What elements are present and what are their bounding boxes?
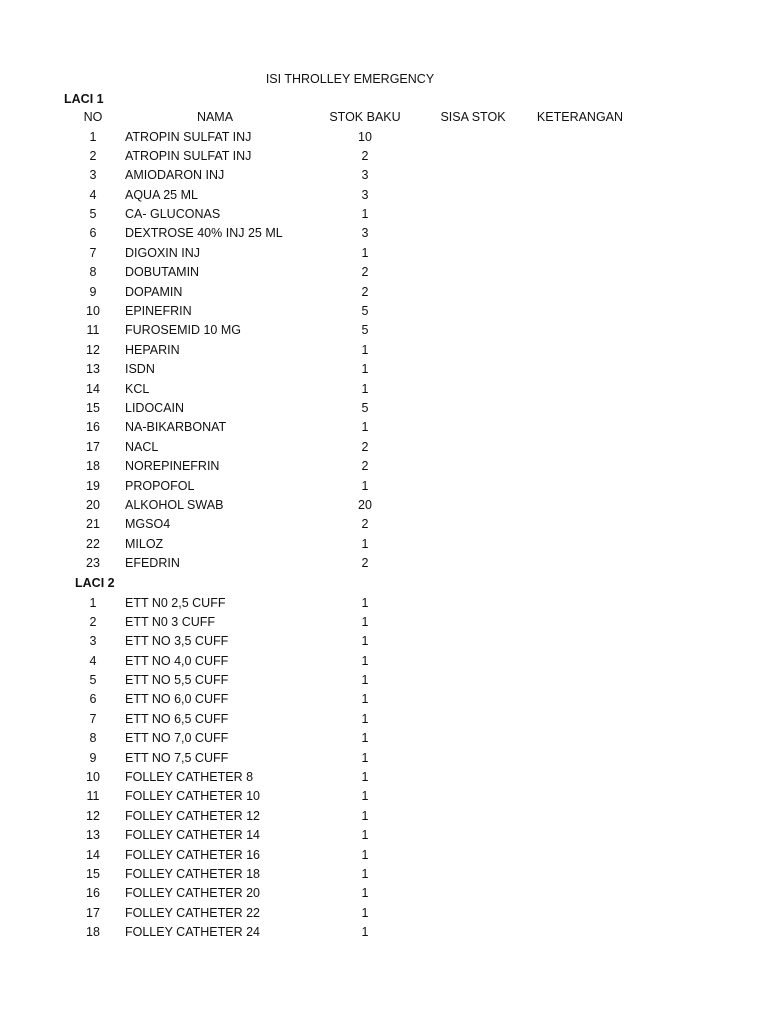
row-stok-baku: 1 [361, 245, 369, 260]
table-row [0, 536, 768, 555]
table-row [0, 924, 768, 943]
table-row [0, 885, 768, 904]
row-no: 2 [89, 614, 97, 629]
row-no: 11 [86, 789, 100, 804]
row-no: 3 [89, 634, 97, 649]
row-stok-baku: 1 [361, 711, 369, 726]
row-nama: NOREPINEFRIN [125, 459, 220, 474]
table-row [0, 730, 768, 749]
row-no: 4 [89, 653, 97, 668]
row-no: 23 [86, 556, 100, 571]
row-stok-baku: 1 [361, 770, 369, 785]
document-title: ISI THROLLEY EMERGENCY [265, 72, 435, 86]
section-label-laci-1: LACI 1 [64, 92, 104, 106]
row-stok-baku: 1 [361, 420, 369, 435]
table-row [0, 148, 768, 167]
row-no: 5 [89, 207, 97, 222]
row-nama: ETT NO 7,0 CUFF [125, 731, 229, 746]
table-row [0, 711, 768, 730]
row-stok-baku: 3 [361, 168, 369, 183]
row-no: 13 [86, 362, 100, 377]
row-nama: FOLLEY CATHETER 10 [125, 789, 260, 804]
row-stok-baku: 1 [361, 828, 369, 843]
row-stok-baku: 1 [361, 207, 369, 222]
row-stok-baku: 1 [361, 362, 369, 377]
row-nama: FOLLEY CATHETER 20 [125, 886, 260, 901]
header-nama: NAMA [196, 110, 234, 124]
table-row [0, 614, 768, 633]
row-stok-baku: 2 [361, 556, 369, 571]
row-no: 4 [89, 187, 97, 202]
row-nama: NA-BIKARBONAT [125, 420, 227, 435]
row-nama: HEPARIN [125, 342, 180, 357]
row-stok-baku: 1 [361, 634, 369, 649]
row-nama: NACL [125, 439, 159, 454]
row-nama: AQUA 25 ML [125, 187, 198, 202]
row-no: 12 [86, 342, 100, 357]
table-row [0, 750, 768, 769]
table-row [0, 516, 768, 535]
row-nama: ALKOHOL SWAB [125, 497, 224, 512]
row-no: 16 [86, 886, 100, 901]
row-no: 14 [86, 847, 100, 862]
row-stok-baku: 1 [361, 808, 369, 823]
row-stok-baku: 3 [361, 226, 369, 241]
row-no: 16 [86, 420, 100, 435]
table-row [0, 381, 768, 400]
row-nama: ETT NO 7,5 CUFF [125, 750, 229, 765]
row-no: 8 [89, 731, 97, 746]
row-nama: AMIODARON INJ [125, 168, 225, 183]
row-nama: EPINEFRIN [125, 304, 192, 319]
table-row [0, 206, 768, 225]
row-stok-baku: 2 [361, 517, 369, 532]
row-no: 19 [86, 478, 100, 493]
row-nama: ETT NO 4,0 CUFF [125, 653, 229, 668]
row-no: 17 [86, 439, 100, 454]
row-stok-baku: 20 [358, 497, 372, 512]
row-nama: DOPAMIN [125, 284, 183, 299]
row-no: 15 [86, 400, 100, 415]
table-row [0, 769, 768, 788]
table-header [0, 109, 768, 128]
row-no: 6 [89, 226, 97, 241]
row-nama: ETT NO 5,5 CUFF [125, 673, 229, 688]
table-row [0, 808, 768, 827]
table-row [0, 342, 768, 361]
row-no: 22 [86, 536, 100, 551]
row-stok-baku: 1 [361, 595, 369, 610]
row-stok-baku: 2 [361, 439, 369, 454]
row-nama: ATROPIN SULFAT INJ [125, 129, 252, 144]
row-stok-baku: 5 [361, 304, 369, 319]
row-nama: FOLLEY CATHETER 16 [125, 847, 260, 862]
row-stok-baku: 1 [361, 653, 369, 668]
row-stok-baku: 1 [361, 789, 369, 804]
table-row [0, 361, 768, 380]
row-stok-baku: 2 [361, 459, 369, 474]
table-row [0, 458, 768, 477]
row-stok-baku: 1 [361, 536, 369, 551]
row-nama: LIDOCAIN [125, 400, 185, 415]
row-stok-baku: 2 [361, 148, 369, 163]
row-stok-baku: 1 [361, 866, 369, 881]
table-row [0, 322, 768, 341]
table-row [0, 439, 768, 458]
row-stok-baku: 2 [361, 284, 369, 299]
row-no: 17 [86, 905, 100, 920]
table-row [0, 284, 768, 303]
row-nama: CA- GLUCONAS [125, 207, 221, 222]
table-row [0, 303, 768, 322]
row-no: 12 [86, 808, 100, 823]
row-stok-baku: 10 [358, 129, 372, 144]
row-stok-baku: 1 [361, 750, 369, 765]
row-no: 2 [89, 148, 97, 163]
table-row [0, 633, 768, 652]
row-stok-baku: 1 [361, 692, 369, 707]
row-no: 9 [89, 284, 97, 299]
row-nama: DEXTROSE 40% INJ 25 ML [125, 226, 283, 241]
row-stok-baku: 1 [361, 925, 369, 940]
row-no: 6 [89, 692, 97, 707]
row-nama: ETT NO 6,0 CUFF [125, 692, 229, 707]
row-no: 3 [89, 168, 97, 183]
row-nama: ISDN [125, 362, 155, 377]
row-nama: EFEDRIN [125, 556, 180, 571]
row-nama: ETT N0 3 CUFF [125, 614, 216, 629]
row-nama: FOLLEY CATHETER 24 [125, 925, 260, 940]
row-no: 20 [86, 497, 100, 512]
row-stok-baku: 1 [361, 614, 369, 629]
table-row [0, 187, 768, 206]
row-nama: FOLLEY CATHETER 18 [125, 866, 260, 881]
row-no: 18 [86, 459, 100, 474]
table-row [0, 827, 768, 846]
row-stok-baku: 3 [361, 187, 369, 202]
table-row [0, 129, 768, 148]
row-no: 13 [86, 828, 100, 843]
row-nama: DOBUTAMIN [125, 265, 200, 280]
table-row [0, 478, 768, 497]
row-no: 5 [89, 673, 97, 688]
header-stok-baku: STOK BAKU [329, 110, 401, 124]
table-row [0, 653, 768, 672]
row-no: 18 [86, 925, 100, 940]
row-no: 10 [86, 770, 100, 785]
table-row [0, 245, 768, 264]
row-nama: MILOZ [125, 536, 164, 551]
row-nama: ETT NO 6,5 CUFF [125, 711, 229, 726]
row-nama: MGSO4 [125, 517, 171, 532]
row-nama: FOLLEY CATHETER 12 [125, 808, 260, 823]
row-stok-baku: 5 [361, 323, 369, 338]
table-row [0, 555, 768, 574]
header-no: NO [83, 110, 103, 124]
header-keterangan: KETERANGAN [536, 110, 624, 124]
table-row [0, 497, 768, 516]
row-nama: FUROSEMID 10 MG [125, 323, 241, 338]
row-stok-baku: 1 [361, 381, 369, 396]
table-row [0, 400, 768, 419]
table-row [0, 866, 768, 885]
row-nama: KCL [125, 381, 150, 396]
row-stok-baku: 1 [361, 886, 369, 901]
row-no: 7 [89, 711, 97, 726]
row-nama: ETT N0 2,5 CUFF [125, 595, 226, 610]
row-stok-baku: 1 [361, 342, 369, 357]
row-no: 14 [86, 381, 100, 396]
row-nama: PROPOFOL [125, 478, 195, 493]
row-no: 9 [89, 750, 97, 765]
section-label-laci-2: LACI 2 [75, 576, 115, 590]
row-no: 7 [89, 245, 97, 260]
row-stok-baku: 1 [361, 673, 369, 688]
table-row [0, 595, 768, 614]
row-nama: ETT NO 3,5 CUFF [125, 634, 229, 649]
row-no: 21 [86, 517, 100, 532]
row-nama: FOLLEY CATHETER 8 [125, 770, 254, 785]
header-sisa-stok: SISA STOK [440, 110, 506, 124]
row-stok-baku: 1 [361, 478, 369, 493]
row-stok-baku: 2 [361, 265, 369, 280]
row-stok-baku: 5 [361, 400, 369, 415]
row-nama: FOLLEY CATHETER 22 [125, 905, 260, 920]
row-no: 1 [89, 129, 97, 144]
table-row [0, 691, 768, 710]
table-row [0, 225, 768, 244]
table-row [0, 788, 768, 807]
laci-1-table [0, 129, 768, 575]
row-no: 8 [89, 265, 97, 280]
row-stok-baku: 1 [361, 731, 369, 746]
row-stok-baku: 1 [361, 847, 369, 862]
table-row [0, 905, 768, 924]
row-nama: ATROPIN SULFAT INJ [125, 148, 252, 163]
row-no: 10 [86, 304, 100, 319]
row-stok-baku: 1 [361, 905, 369, 920]
table-row [0, 419, 768, 438]
table-row [0, 847, 768, 866]
row-nama: FOLLEY CATHETER 14 [125, 828, 260, 843]
row-nama: DIGOXIN INJ [125, 245, 201, 260]
row-no: 15 [86, 866, 100, 881]
row-no: 11 [86, 323, 100, 338]
table-row [0, 672, 768, 691]
laci-2-table [0, 595, 768, 944]
row-no: 1 [89, 595, 97, 610]
table-row [0, 167, 768, 186]
table-row [0, 264, 768, 283]
